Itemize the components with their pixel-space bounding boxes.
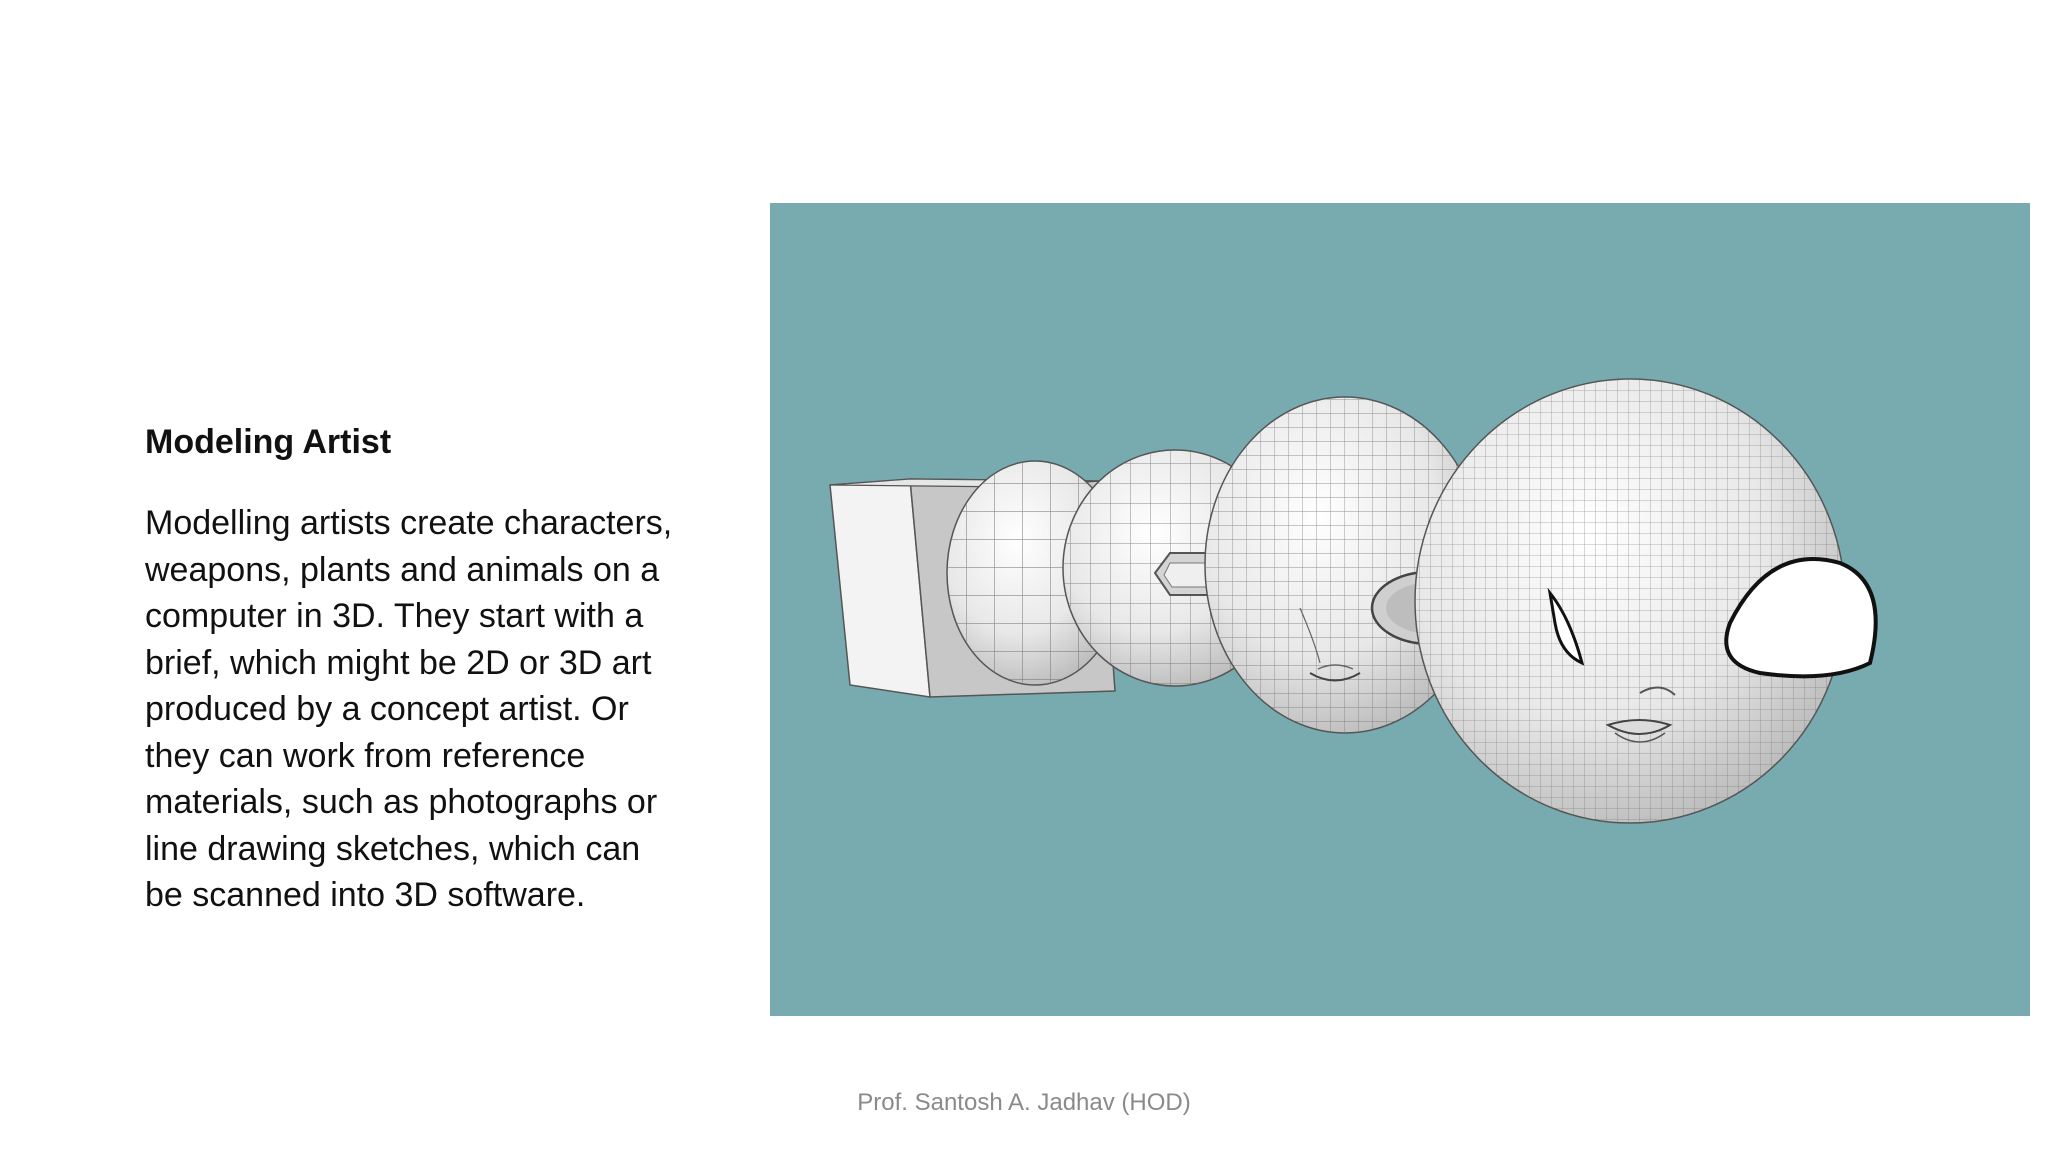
final-head-model [1410,373,1876,833]
modeling-illustration [770,203,2030,1016]
modeling-progression-image [770,203,2030,1016]
slide-body-text: Modelling artists create characters, weapons, plants and animals on a computer in 3D. They start with a brief, which might be 2D or 3D art produced by a concept artist. Or they can work from reference materials, such as photographs or line drawing sketches, which can be scanned into 3D software. [145,504,673,914]
footer-author: Prof. Santosh A. Jadhav (HOD) [857,1089,1191,1116]
text-block [145,418,675,919]
slide-heading: Modeling Artist [145,423,392,461]
